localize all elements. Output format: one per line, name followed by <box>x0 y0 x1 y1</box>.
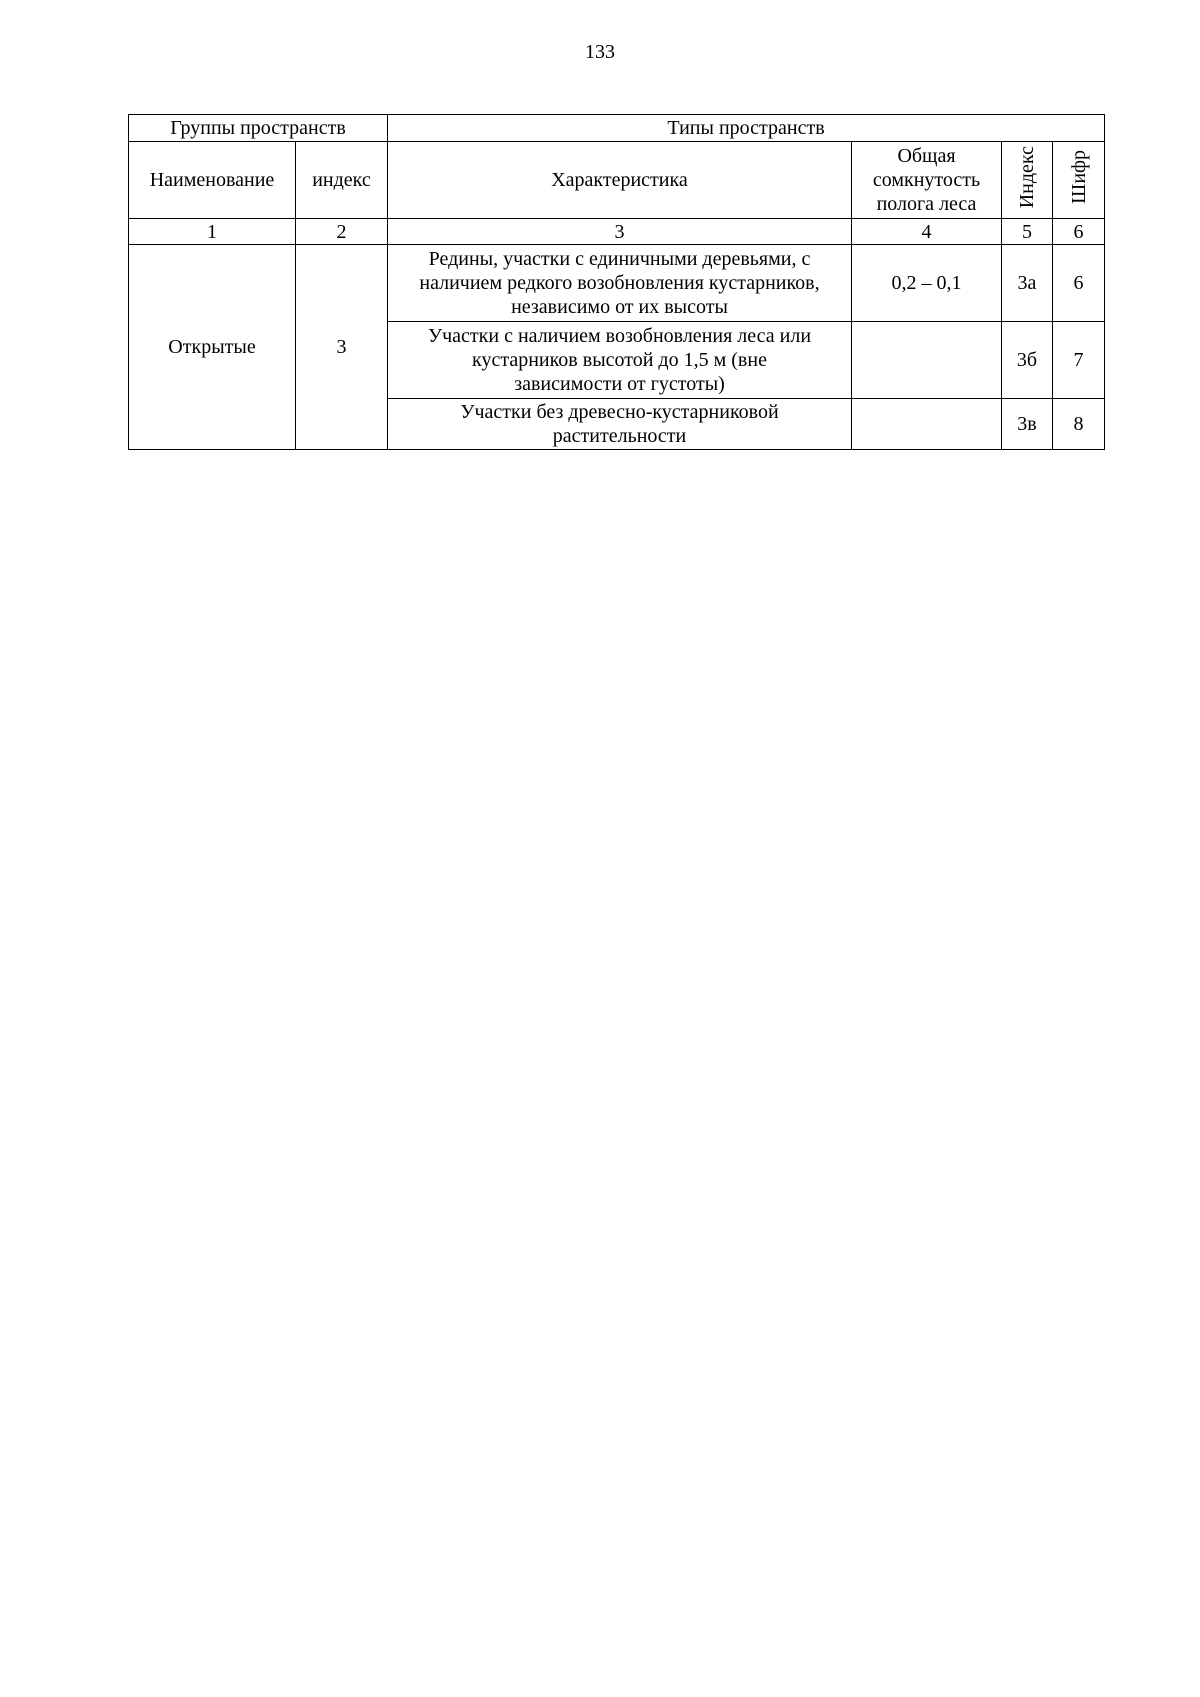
closeness-cell: 0,2 – 0,1 <box>852 245 1002 322</box>
page-number: 133 <box>585 41 615 63</box>
space-types-table <box>128 114 1105 450</box>
characteristic-line: Участки с наличием возобновления леса или <box>427 325 812 347</box>
header-characteristic-cell: Характеристика <box>388 142 852 219</box>
header-index-cell: индекс <box>296 142 388 219</box>
characteristic-line: наличием редкого возобновления кустарников, <box>419 272 820 294</box>
column-number-cell: 2 <box>296 219 388 245</box>
header-closeness-line: полога леса <box>876 193 977 215</box>
characteristic-line: Редины, участки с единичными деревьями, с <box>428 248 811 270</box>
characteristic-cell <box>388 245 852 322</box>
header-closeness-cell <box>852 142 1002 219</box>
characteristic-cell <box>388 322 852 399</box>
characteristic-line: кустарников высотой до 1,5 м (вне <box>472 349 767 371</box>
characteristic-line: зависимости от густоты) <box>514 373 725 395</box>
column-number-cell: 5 <box>1002 219 1053 245</box>
header-closeness-line: Общая <box>897 145 956 167</box>
header-columns-row <box>129 142 1105 219</box>
column-number-cell: 4 <box>852 219 1002 245</box>
group-index-cell: 3 <box>296 245 388 450</box>
characteristic-line: Участки без древесно-кустарниковой <box>460 401 779 423</box>
characteristic-cell <box>388 399 852 450</box>
closeness-cell <box>852 399 1002 450</box>
code-cell: 7 <box>1053 322 1105 399</box>
header-name-cell: Наименование <box>129 142 296 219</box>
type-index-cell: 3в <box>1002 399 1053 450</box>
type-index-cell: 3б <box>1002 322 1053 399</box>
column-number-cell: 6 <box>1053 219 1105 245</box>
column-number-cell: 3 <box>388 219 852 245</box>
characteristic-line: независимо от их высоты <box>511 296 728 318</box>
header-group-row <box>129 115 1105 142</box>
column-numbers-row <box>129 219 1105 245</box>
header-code-cell <box>1053 142 1105 219</box>
group-name-cell: Открытые <box>129 245 296 450</box>
header-types-cell: Типы пространств <box>388 115 1105 142</box>
code-cell: 6 <box>1053 245 1105 322</box>
closeness-cell <box>852 322 1002 399</box>
column-number-cell: 1 <box>129 219 296 245</box>
header-closeness-line: сомкнутость <box>872 169 981 191</box>
header-type-index-label: Индекс <box>1016 145 1038 209</box>
code-cell: 8 <box>1053 399 1105 450</box>
header-code-label: Шифр <box>1067 150 1090 204</box>
table-row <box>129 245 1105 322</box>
characteristic-line: растительности <box>552 425 687 447</box>
header-groups-cell: Группы пространств <box>129 115 388 142</box>
header-type-index-cell <box>1002 142 1053 219</box>
type-index-cell: 3а <box>1002 245 1053 322</box>
